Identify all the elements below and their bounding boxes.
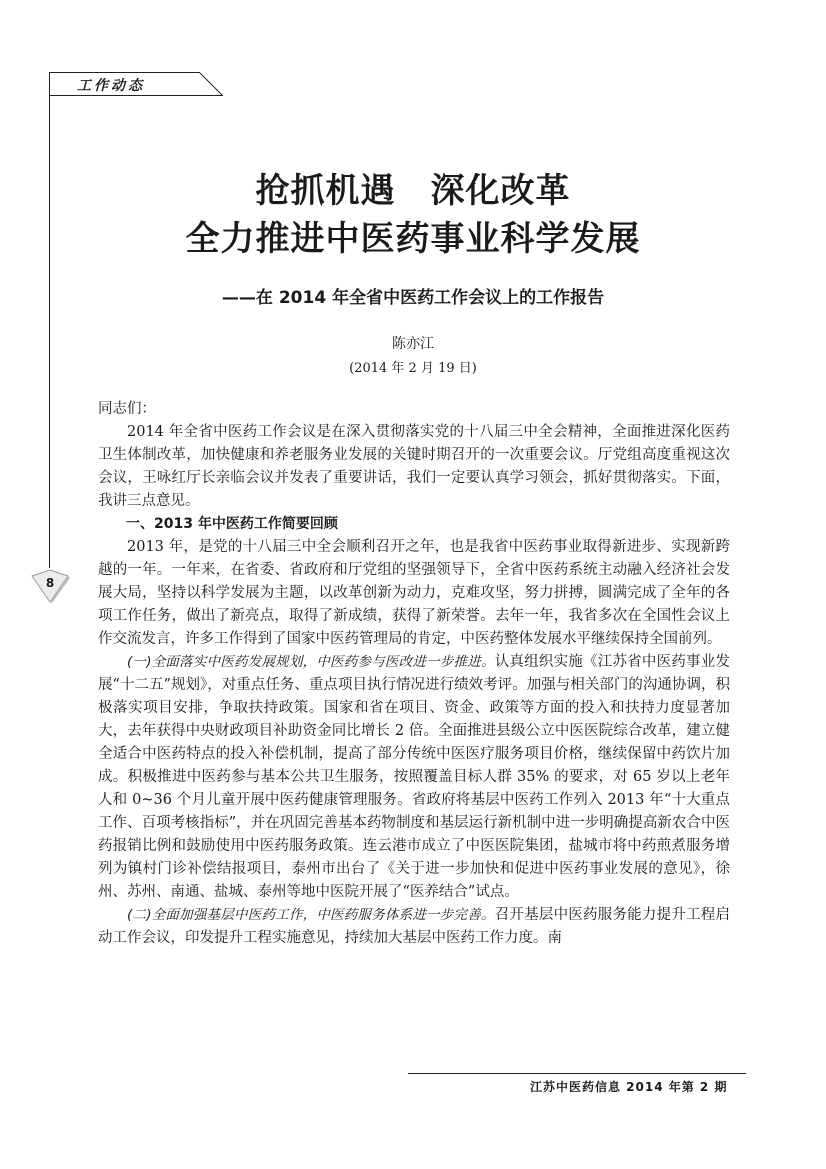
section-header [49, 72, 199, 96]
section-heading-1: 一、2013 年中医药工作简要回顾 [126, 516, 338, 532]
article-date: (2014 年 2 月 19 日) [349, 361, 477, 376]
paragraph-3 [98, 651, 730, 904]
paragraph-3-text: 认真组织实施《江苏省中医药事业发展“十二五”规划》，对重点任务、重点项目执行情况进行绩效考评。加强与相关部门的沟通协调，积极落实项目安排，争取扶持政策。国家和省在项目、资金、政策等方面的投入和扶持力度显著加大，去年获得中央财政项目补助资金同比增长 2 倍。全面推进县级公立中医医院综合改革，建立健全适合中医药特点的投入补偿机制，提高了部分传统中医医疗服务项目价格，继续保留中药饮片加成。积极推进中医药参与基本公共卫生服务，按照覆盖目标人群 35% 的要求，对 65 岁以上老年人和 0~36 个月儿童开展中医药健康管理服务。省政府将基层中医药工作列入 2013 年“十大重点工作、百项考核指标”，并在巩固完善基本药物制度和基层运行新机制中进一步明确提高新农合中医药报销比例和鼓励使用中医药服务政策。连云港市成立了中医医院集团，盐城市将中药煎煮服务增列为镇村门诊补偿结报项目，泰州市出台了《关于进一步加快和促进中医药事业发展的意见》，徐州、苏州、南通、盐城、泰州等地中医院开展了“医养结合”试点。 [98, 654, 730, 900]
paragraph-3-lead: (一)全面落实中医药发展规划，中医药参与医改进一步推进。 [127, 654, 495, 670]
footer-rule [408, 1073, 746, 1074]
article-author: 陈亦江 [392, 336, 434, 352]
article-title-line2: 全力推进中医药事业科学发展 [185, 219, 641, 259]
paragraph-4 [98, 904, 730, 950]
paragraph-2: 2013 年，是党的十八届三中全会顺利召开之年，也是我省中医药事业取得新进步、实现新跨越的一年。一年来，在省委、省政府和厅党组的坚强领导下，全省中医药系统主动融入经济社会发展大局，坚持以科学发展为主题，以改革创新为动力，克难攻坚，努力拼搏，圆满完成了全年的各项工作任务，做出了新亮点，取得了新成绩，获得了新荣誉。去年一年，我省多次在全国性会议上作交流发言，许多工作得到了国家中医药管理局的肯定，中医药整体发展水平继续保持全国前列。 [98, 539, 730, 647]
paragraph-4-text: 召开基层中医药服务能力提升工程启动工作会议，印发提升工程实施意见，持续加大基层中医药工作力度。南 [98, 907, 730, 946]
article-body [98, 398, 730, 950]
page-number-badge [28, 568, 72, 604]
journal-footer: 江苏中医药信息 2014 年第 2 期 [530, 1080, 728, 1094]
greeting: 同志们： [98, 401, 156, 417]
section-title: 工作动态 [77, 78, 145, 94]
paragraph-1: 2014 年全省中医药工作会议是在深入贯彻落实党的十八届三中全会精神，全面推进深化医药卫生体制改革，加快健康和养老服务业发展的关键时期召开的一次重要会议。厅党组高度重视这次会议，王咏红厅长亲临会议并发表了重要讲话，我们一定要认真学习领会，抓好贯彻落实。下面，我讲三点意见。 [98, 424, 730, 509]
section-tab-slant [199, 72, 223, 96]
page-number: 8 [45, 576, 55, 590]
section-rule-vertical [49, 72, 50, 568]
paragraph-4-lead: (二)全面加强基层中医药工作，中医药服务体系进一步完善。 [127, 907, 495, 923]
article-title-line1: 抢抓机遇 深化改革 [255, 171, 571, 211]
article-subtitle: ——在 2014 年全省中医药工作会议上的工作报告 [221, 288, 605, 308]
